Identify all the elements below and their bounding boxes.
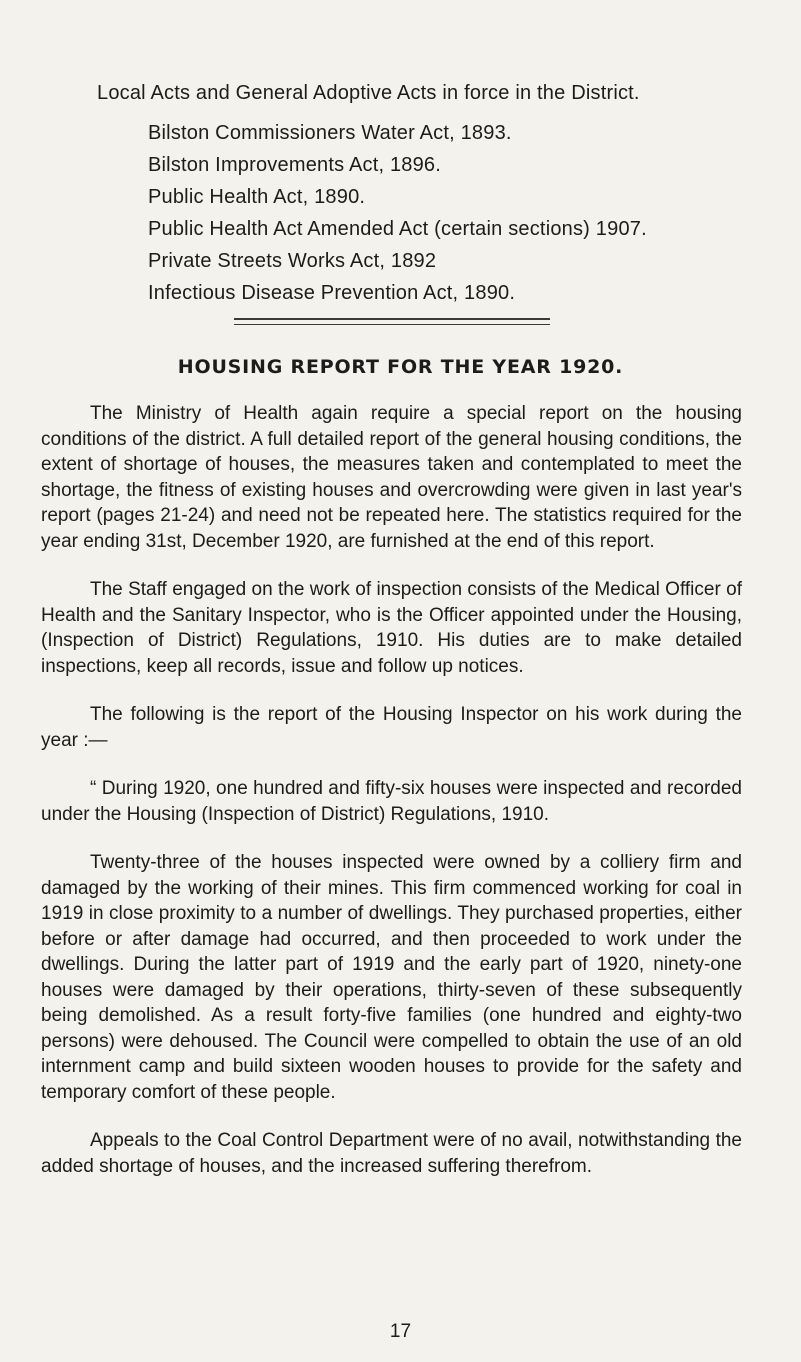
act-item: Private Streets Works Act, 1892 bbox=[148, 250, 437, 272]
act-item: Bilston Improvements Act, 1896. bbox=[148, 154, 442, 176]
report-body bbox=[41, 401, 742, 1202]
report-paragraph: The Ministry of Health again require a special report on the housing conditions of the district. A full detailed report of the general housing conditions, the extent of shortage of houses, the measures taken and contemplated to meet the shortage, the fitness of existing houses and overcrowding were given in last year's report (pages 21-24) and need not be repeated here. The statistics required for the year ending 31st, December 1920, are furnished at the end of this report. bbox=[41, 403, 742, 552]
divider-rule-thick bbox=[234, 318, 550, 320]
divider-rule-thin bbox=[234, 324, 550, 325]
act-item: Infectious Disease Prevention Act, 1890. bbox=[148, 282, 516, 304]
report-title: HOUSING REPORT FOR THE YEAR 1920. bbox=[177, 356, 624, 378]
report-paragraph: The Staff engaged on the work of inspection consists of the Medical Officer of Health and the Sanitary Inspector, who is the Officer appointed under the Housing, (Inspection of District) Regulations, 1910. His duties are to make detailed inspections, keep all records, issue and follow up notices. bbox=[41, 579, 742, 677]
report-paragraph: Twenty-three of the houses inspected were owned by a colliery firm and damaged by the working of their mines. This firm commenced working for coal in 1919 in close proximity to a number of dwellings. They purchased properties, either before or after damage had occurred, and then proceeded to work under the dwellings. During the latter part of 1919 and the early part of 1920, ninety-one houses were damaged by their operations, thirty-seven of these subsequently being demolished. As a result forty-five families (one hundred and eighty-two persons) were dehoused. The Council were compelled to obtain the use of an old internment camp and build sixteen wooden houses to provide for the safety and temporary comfort of these people. bbox=[41, 852, 742, 1103]
acts-heading: Local Acts and General Adoptive Acts in force in the District. bbox=[97, 82, 640, 104]
act-item: Bilston Commissioners Water Act, 1893. bbox=[148, 122, 512, 144]
page-number: 17 bbox=[389, 1321, 412, 1342]
report-paragraph: The following is the report of the Housing Inspector on his work during the year :— bbox=[41, 704, 742, 751]
act-item: Public Health Act Amended Act (certain sections) 1907. bbox=[148, 218, 647, 240]
act-item: Public Health Act, 1890. bbox=[148, 186, 366, 208]
acts-list bbox=[148, 117, 647, 309]
report-paragraph: Appeals to the Coal Control Department were of no avail, notwithstanding the added shortage of houses, and the increased suffering therefrom. bbox=[41, 1130, 742, 1177]
report-paragraph: “ During 1920, one hundred and fifty-six houses were inspected and recorded under the Housing (Inspection of District) Regulations, 1910. bbox=[41, 778, 742, 825]
